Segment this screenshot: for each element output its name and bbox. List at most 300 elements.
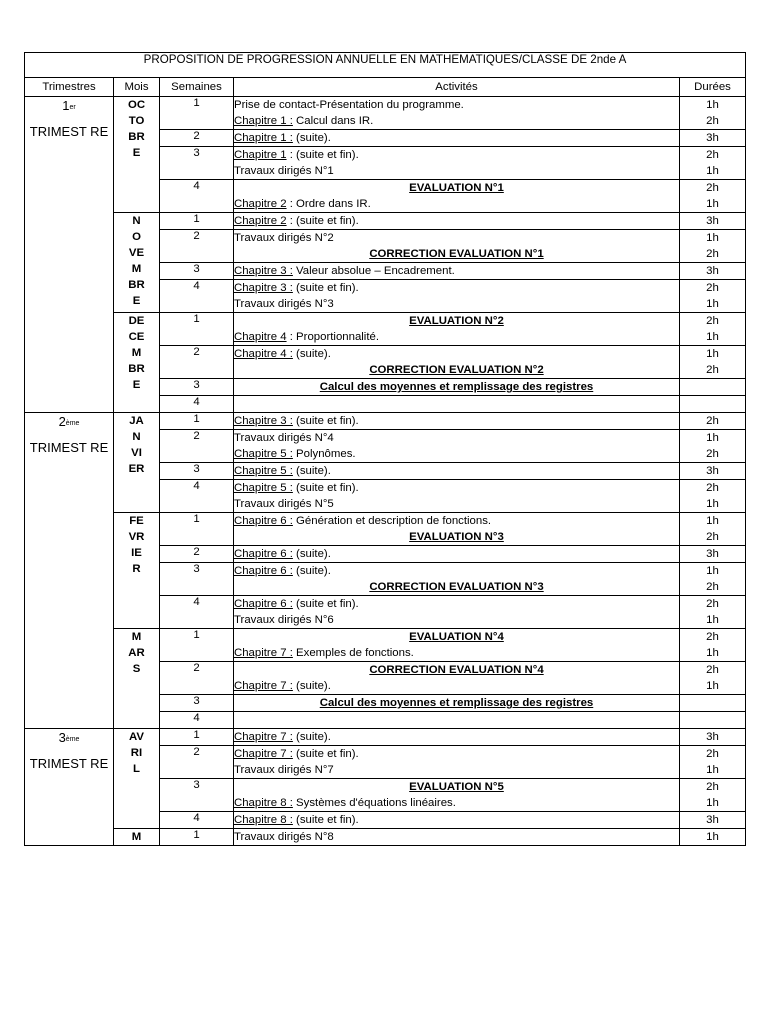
week-number: 1 bbox=[160, 97, 234, 130]
duration-value: 2h bbox=[706, 631, 719, 643]
table-row bbox=[25, 729, 746, 746]
underlined-text: EVALUATION N°3 bbox=[409, 531, 504, 543]
activity-line bbox=[234, 513, 679, 529]
activity-text: Calcul dans IR. bbox=[292, 115, 374, 127]
activity-line bbox=[234, 463, 679, 479]
activity-text: Travaux dirigés N°5 bbox=[234, 498, 334, 510]
month-name-line: VI bbox=[131, 447, 142, 459]
duration-value: 2h bbox=[706, 531, 719, 543]
duration-cell bbox=[680, 130, 746, 147]
month-cell bbox=[114, 513, 160, 629]
activity-cell bbox=[234, 546, 680, 563]
activity-cell bbox=[234, 430, 680, 463]
duration-value bbox=[680, 695, 745, 711]
duration-value: 2h bbox=[706, 781, 719, 793]
activity-line bbox=[234, 329, 679, 345]
month-name-line: CE bbox=[128, 331, 145, 343]
trimester-cell bbox=[25, 97, 114, 413]
underlined-text: Calcul des moyennes et remplissage des registres bbox=[319, 697, 594, 709]
underlined-text: Chapitre 6 : bbox=[234, 565, 293, 577]
activity-cell bbox=[234, 596, 680, 629]
month-name-line: RI bbox=[130, 747, 143, 759]
month-name-line: L bbox=[133, 763, 140, 775]
week-number: 2 bbox=[160, 230, 234, 263]
activity-cell bbox=[234, 563, 680, 596]
activity-text: (suite et fin). bbox=[292, 748, 359, 760]
activity-line bbox=[234, 662, 679, 678]
underlined-text: CORRECTION EVALUATION N°4 bbox=[369, 664, 544, 676]
duration-cell bbox=[680, 480, 746, 513]
duration-value: 1h bbox=[706, 432, 719, 444]
duration-cell bbox=[680, 413, 746, 430]
month-cell bbox=[114, 829, 160, 846]
week-number: 1 bbox=[160, 213, 234, 230]
underlined-text: Chapitre 4 bbox=[234, 331, 287, 343]
underlined-text: EVALUATION N°5 bbox=[409, 781, 504, 793]
activity-text: Travaux dirigés N°1 bbox=[234, 165, 334, 177]
activity-cell bbox=[234, 130, 680, 147]
duration-cell bbox=[680, 230, 746, 263]
activity-cell bbox=[234, 463, 680, 480]
table-title: PROPOSITION DE PROGRESSION ANNUELLE EN MATHEMATIQUES/CLASSE DE 2nde A bbox=[25, 53, 746, 78]
week-number: 1 bbox=[160, 513, 234, 546]
duration-cell bbox=[680, 829, 746, 846]
duration-value: 1h bbox=[706, 797, 719, 809]
activity-text: (suite). bbox=[292, 548, 331, 560]
month-name-line: O bbox=[132, 231, 141, 243]
duration-cell bbox=[680, 313, 746, 346]
duration-cell bbox=[680, 629, 746, 662]
underlined-text: Chapitre 2 bbox=[234, 215, 287, 227]
activity-cell bbox=[234, 812, 680, 829]
activity-line bbox=[234, 529, 679, 545]
duration-value: 1h bbox=[706, 331, 719, 343]
trimester-suffix: er bbox=[69, 104, 76, 111]
week-number: 4 bbox=[160, 596, 234, 629]
activity-text: : Ordre dans IR. bbox=[286, 198, 371, 210]
activity-cell bbox=[234, 413, 680, 430]
week-number: 2 bbox=[160, 430, 234, 463]
trimester-num: 1 bbox=[62, 98, 70, 113]
activity-text: Valeur absolue – Encadrement. bbox=[292, 265, 455, 277]
week-number: 3 bbox=[160, 463, 234, 480]
table-row bbox=[25, 829, 746, 846]
activity-cell bbox=[234, 729, 680, 746]
activity-line bbox=[234, 695, 679, 711]
duration-value: 1h bbox=[706, 831, 719, 843]
activity-text: (suite). bbox=[292, 348, 331, 360]
activity-text: Travaux dirigés N°2 bbox=[234, 232, 334, 244]
underlined-text: Chapitre 5 : bbox=[234, 448, 293, 460]
duration-cell bbox=[680, 812, 746, 829]
underlined-text: EVALUATION N°1 bbox=[409, 182, 504, 194]
activity-line bbox=[234, 213, 679, 229]
duration-value: 3h bbox=[706, 265, 719, 277]
underlined-text: Chapitre 6 : bbox=[234, 598, 293, 610]
duration-cell bbox=[680, 280, 746, 313]
week-number: 3 bbox=[160, 563, 234, 596]
duration-cell bbox=[680, 97, 746, 130]
activity-line bbox=[234, 379, 679, 395]
month-name-line: TO bbox=[128, 115, 145, 127]
duration-value: 3h bbox=[706, 731, 719, 743]
underlined-text: Chapitre 4 : bbox=[234, 348, 293, 360]
activity-cell bbox=[234, 213, 680, 230]
header-row bbox=[25, 78, 746, 97]
activity-line bbox=[234, 246, 679, 262]
activity-line bbox=[234, 163, 679, 179]
month-name-line: M bbox=[131, 263, 142, 275]
activity-cell bbox=[234, 230, 680, 263]
progression-table bbox=[24, 52, 746, 846]
underlined-text: Chapitre 7 : bbox=[234, 680, 293, 692]
activity-line bbox=[234, 812, 679, 828]
week-number: 3 bbox=[160, 695, 234, 712]
underlined-text: CORRECTION EVALUATION N°1 bbox=[369, 248, 544, 260]
month-name-line: AR bbox=[128, 647, 145, 659]
duration-value: 2h bbox=[706, 482, 719, 494]
activity-cell bbox=[234, 147, 680, 180]
week-number: 4 bbox=[160, 812, 234, 829]
month-name-line: JA bbox=[129, 415, 144, 427]
activity-line bbox=[234, 496, 679, 512]
trimester-number bbox=[25, 97, 113, 117]
month-name-line: S bbox=[132, 663, 141, 675]
duration-cell bbox=[680, 180, 746, 213]
duration-value: 1h bbox=[706, 614, 719, 626]
table-row bbox=[25, 97, 746, 130]
activity-line bbox=[234, 645, 679, 661]
activity-line bbox=[234, 779, 679, 795]
week-number: 3 bbox=[160, 263, 234, 280]
underlined-text: Chapitre 3 : bbox=[234, 282, 293, 294]
activity-line bbox=[234, 579, 679, 595]
activity-line bbox=[234, 180, 679, 196]
activity-line bbox=[234, 829, 679, 845]
month-name-line: N bbox=[132, 431, 141, 443]
activity-line bbox=[234, 612, 679, 628]
month-name-line: E bbox=[132, 147, 141, 159]
activity-line bbox=[234, 196, 679, 212]
activity-line bbox=[234, 280, 679, 296]
activity-text: Travaux dirigés N°4 bbox=[234, 432, 334, 444]
activity-line bbox=[234, 263, 679, 279]
duration-value: 1h bbox=[706, 565, 719, 577]
duration-value bbox=[680, 379, 745, 395]
activity-line bbox=[234, 346, 679, 362]
duration-cell bbox=[680, 596, 746, 629]
activity-text: (suite et fin). bbox=[292, 482, 359, 494]
duration-cell bbox=[680, 729, 746, 746]
duration-value: 3h bbox=[706, 132, 719, 144]
trimester-suffix: ème bbox=[65, 736, 80, 743]
trimester-label: TRIMEST RE bbox=[29, 756, 109, 771]
activity-line bbox=[234, 480, 679, 496]
activity-line bbox=[234, 396, 679, 412]
activity-text: (suite). bbox=[292, 465, 331, 477]
month-cell bbox=[114, 97, 160, 213]
underlined-text: CORRECTION EVALUATION N°2 bbox=[369, 364, 544, 376]
month-name-line: BR bbox=[128, 131, 145, 143]
duration-cell bbox=[680, 463, 746, 480]
activity-cell bbox=[234, 346, 680, 379]
trimester-label: TRIMEST RE bbox=[29, 440, 109, 455]
month-cell bbox=[114, 729, 160, 829]
week-number: 3 bbox=[160, 147, 234, 180]
table-row bbox=[25, 629, 746, 662]
activity-text: (suite). bbox=[292, 680, 331, 692]
underlined-text: Chapitre 7 : bbox=[234, 647, 293, 659]
week-number: 4 bbox=[160, 480, 234, 513]
activity-cell bbox=[234, 829, 680, 846]
month-name-line: N bbox=[132, 215, 141, 227]
duration-cell bbox=[680, 563, 746, 596]
activity-line bbox=[234, 678, 679, 694]
week-number: 2 bbox=[160, 746, 234, 779]
trimester-number bbox=[25, 413, 113, 433]
duration-value: 2h bbox=[706, 115, 719, 127]
duration-value: 2h bbox=[706, 149, 719, 161]
week-number: 4 bbox=[160, 712, 234, 729]
activity-line bbox=[234, 546, 679, 562]
month-cell bbox=[114, 313, 160, 413]
week-number: 4 bbox=[160, 280, 234, 313]
underlined-text: EVALUATION N°4 bbox=[409, 631, 504, 643]
week-number: 2 bbox=[160, 662, 234, 695]
activity-line bbox=[234, 147, 679, 163]
activity-line bbox=[234, 113, 679, 129]
duration-cell bbox=[680, 746, 746, 779]
underlined-text: Chapitre 1 bbox=[234, 149, 287, 161]
duration-cell bbox=[680, 379, 746, 396]
trimester-cell bbox=[25, 413, 114, 729]
activity-cell bbox=[234, 180, 680, 213]
duration-value: 1h bbox=[706, 298, 719, 310]
underlined-text: Chapitre 5 : bbox=[234, 465, 293, 477]
activity-text: (suite et fin). bbox=[292, 282, 359, 294]
underlined-text: Chapitre 6 : bbox=[234, 548, 293, 560]
activity-line bbox=[234, 596, 679, 612]
duration-value: 1h bbox=[706, 198, 719, 210]
month-name-line: M bbox=[131, 347, 142, 359]
activity-text: (suite et fin). bbox=[292, 598, 359, 610]
activity-text: (suite et fin). bbox=[292, 415, 359, 427]
trimester-label: TRIMEST RE bbox=[29, 124, 109, 139]
duration-cell bbox=[680, 779, 746, 812]
duration-cell bbox=[680, 263, 746, 280]
underlined-text: Chapitre 1 : bbox=[234, 115, 293, 127]
duration-cell bbox=[680, 662, 746, 695]
duration-value: 2h bbox=[706, 182, 719, 194]
duration-value: 3h bbox=[706, 215, 719, 227]
activity-cell bbox=[234, 746, 680, 779]
activity-text: Travaux dirigés N°7 bbox=[234, 764, 334, 776]
duration-value: 2h bbox=[706, 415, 719, 427]
duration-value: 1h bbox=[706, 515, 719, 527]
activity-line bbox=[234, 313, 679, 329]
activity-line bbox=[234, 729, 679, 745]
activity-line bbox=[234, 629, 679, 645]
activity-cell bbox=[234, 480, 680, 513]
activity-cell bbox=[234, 779, 680, 812]
duration-cell bbox=[680, 430, 746, 463]
month-name-line: E bbox=[132, 295, 141, 307]
trimester-suffix: ème bbox=[65, 420, 80, 427]
week-number: 4 bbox=[160, 396, 234, 413]
month-cell bbox=[114, 413, 160, 513]
month-name-line: BR bbox=[128, 363, 145, 375]
activity-line bbox=[234, 296, 679, 312]
activity-text: : Proportionnalité. bbox=[286, 331, 380, 343]
duration-cell bbox=[680, 712, 746, 729]
underlined-text: Chapitre 3 : bbox=[234, 415, 293, 427]
underlined-text: Chapitre 5 : bbox=[234, 482, 293, 494]
activity-cell bbox=[234, 97, 680, 130]
duration-cell bbox=[680, 695, 746, 712]
duration-value: 2h bbox=[706, 581, 719, 593]
week-number: 1 bbox=[160, 729, 234, 746]
activity-text: Systèmes d'équations linéaires. bbox=[292, 797, 456, 809]
month-cell bbox=[114, 629, 160, 729]
duration-value: 2h bbox=[706, 248, 719, 260]
activity-cell bbox=[234, 313, 680, 346]
activity-text: (suite et fin). bbox=[292, 814, 359, 826]
month-name-line: M bbox=[131, 631, 142, 643]
duration-value: 3h bbox=[706, 465, 719, 477]
month-name-line: ER bbox=[128, 463, 145, 475]
month-name-line: OC bbox=[127, 99, 146, 111]
week-number: 1 bbox=[160, 413, 234, 430]
duration-value: 1h bbox=[706, 498, 719, 510]
activity-line bbox=[234, 563, 679, 579]
month-name-line: IE bbox=[131, 547, 142, 559]
activity-cell bbox=[234, 513, 680, 546]
activity-line bbox=[234, 130, 679, 146]
activity-line bbox=[234, 746, 679, 762]
duration-cell bbox=[680, 513, 746, 546]
month-name-line: BR bbox=[128, 279, 145, 291]
duration-value: 1h bbox=[706, 647, 719, 659]
activity-line bbox=[234, 430, 679, 446]
trimester-number bbox=[25, 729, 113, 749]
duration-value: 2h bbox=[706, 315, 719, 327]
week-number: 3 bbox=[160, 379, 234, 396]
week-number: 2 bbox=[160, 130, 234, 147]
header-semaines: Semaines bbox=[160, 78, 234, 97]
activity-text: Travaux dirigés N°3 bbox=[234, 298, 334, 310]
activity-text: Polynômes. bbox=[292, 448, 356, 460]
duration-value: 1h bbox=[706, 232, 719, 244]
underlined-text: Chapitre 1 : bbox=[234, 132, 293, 144]
activity-text: : (suite et fin). bbox=[286, 149, 359, 161]
activity-line bbox=[234, 97, 679, 113]
month-name-line: R bbox=[132, 563, 141, 575]
duration-value: 2h bbox=[706, 448, 719, 460]
month-name-line: FE bbox=[129, 515, 144, 527]
activity-text: Prise de contact-Présentation du programme. bbox=[234, 99, 464, 111]
underlined-text: Chapitre 3 : bbox=[234, 265, 293, 277]
duration-value: 2h bbox=[706, 664, 719, 676]
duration-cell bbox=[680, 396, 746, 413]
duration-cell bbox=[680, 147, 746, 180]
activity-text: Travaux dirigés N°6 bbox=[234, 614, 334, 626]
week-number: 1 bbox=[160, 829, 234, 846]
trimester-num: 3 bbox=[58, 730, 66, 745]
duration-cell bbox=[680, 546, 746, 563]
duration-cell bbox=[680, 346, 746, 379]
activity-line bbox=[234, 795, 679, 811]
header-mois: Mois bbox=[114, 78, 160, 97]
duration-value: 2h bbox=[706, 282, 719, 294]
duration-value: 3h bbox=[706, 814, 719, 826]
week-number: 1 bbox=[160, 629, 234, 662]
week-number: 4 bbox=[160, 180, 234, 213]
underlined-text: Chapitre 6 : bbox=[234, 515, 293, 527]
month-name-line: E bbox=[132, 379, 141, 391]
header-activites: Activités bbox=[234, 78, 680, 97]
activity-cell bbox=[234, 695, 680, 712]
table-body bbox=[25, 97, 746, 846]
duration-value: 2h bbox=[706, 598, 719, 610]
table-row bbox=[25, 213, 746, 230]
duration-value bbox=[680, 396, 745, 412]
week-number: 2 bbox=[160, 546, 234, 563]
activity-text: Exemples de fonctions. bbox=[292, 647, 414, 659]
table-row bbox=[25, 413, 746, 430]
table-row bbox=[25, 513, 746, 546]
duration-value bbox=[680, 712, 745, 728]
duration-value: 1h bbox=[706, 99, 719, 111]
activity-cell bbox=[234, 662, 680, 695]
activity-text: (suite). bbox=[292, 731, 331, 743]
duration-value: 2h bbox=[706, 364, 719, 376]
activity-text: (suite). bbox=[292, 565, 331, 577]
header-trimestres: Trimestres bbox=[25, 78, 114, 97]
week-number: 2 bbox=[160, 346, 234, 379]
month-name-line: AV bbox=[129, 731, 144, 743]
table-row bbox=[25, 313, 746, 346]
trimester-cell bbox=[25, 729, 114, 846]
underlined-text: Calcul des moyennes et remplissage des registres bbox=[319, 381, 594, 393]
underlined-text: EVALUATION N°2 bbox=[409, 315, 504, 327]
activity-cell bbox=[234, 396, 680, 413]
week-number: 1 bbox=[160, 313, 234, 346]
duration-value: 3h bbox=[706, 548, 719, 560]
underlined-text: Chapitre 8 : bbox=[234, 797, 293, 809]
activity-cell bbox=[234, 263, 680, 280]
trimester-num: 2 bbox=[58, 414, 66, 429]
activity-line bbox=[234, 762, 679, 778]
month-name-line: M bbox=[131, 831, 142, 843]
header-durees: Durées bbox=[680, 78, 746, 97]
activity-cell bbox=[234, 712, 680, 729]
underlined-text: Chapitre 2 bbox=[234, 198, 287, 210]
activity-line bbox=[234, 362, 679, 378]
activity-cell bbox=[234, 379, 680, 396]
activity-text: Génération et description de fonctions. bbox=[292, 515, 492, 527]
activity-text: Travaux dirigés N°8 bbox=[234, 831, 334, 843]
underlined-text: Chapitre 7 : bbox=[234, 731, 293, 743]
activity-line bbox=[234, 712, 679, 728]
month-name-line: DE bbox=[128, 315, 145, 327]
duration-value: 2h bbox=[706, 748, 719, 760]
activity-text: (suite). bbox=[292, 132, 331, 144]
activity-cell bbox=[234, 629, 680, 662]
activity-line bbox=[234, 230, 679, 246]
duration-value: 1h bbox=[706, 165, 719, 177]
underlined-text: Chapitre 7 : bbox=[234, 748, 293, 760]
duration-value: 1h bbox=[706, 764, 719, 776]
